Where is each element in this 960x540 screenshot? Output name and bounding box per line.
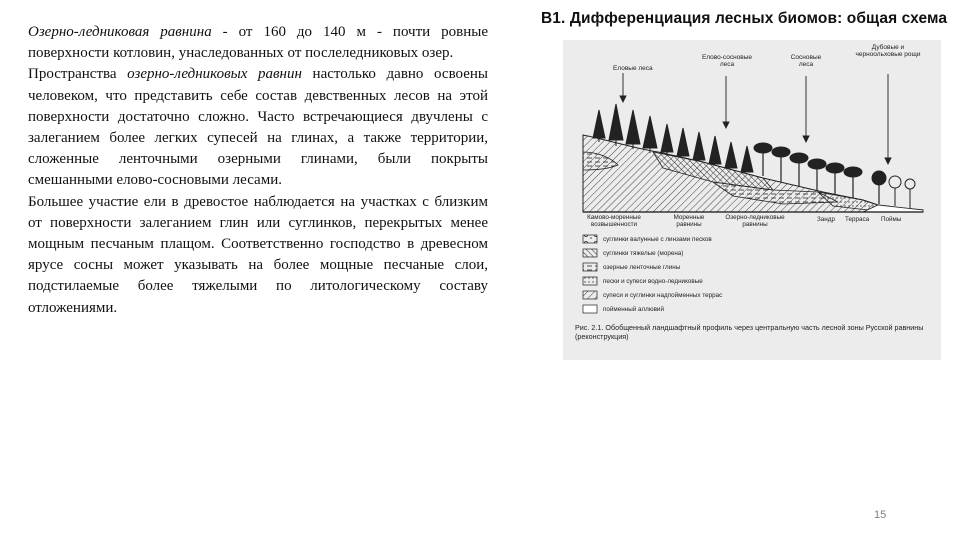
paragraph-3: Большее участие ели в древостое наблюдается на участках с близким от поверхности залеганием глин или суглинков, перекрытых менее мощным песчаным плащом. Соответственно господство в древесном ярусе сосны может указывать на более мощные песчаные слои, подстилаемые более тяжелыми по литологическому составу отложениями. (28, 193, 488, 316)
legend-item-4: пески и супеси водно-ледниковые (603, 278, 703, 285)
paragraph-1 (28, 22, 488, 64)
legend-item-3: озерные ленточные глины (603, 264, 681, 271)
label-lacustrine-plains: Озерно-ледниковые равнины (725, 214, 785, 228)
body-text (28, 22, 488, 319)
landscape-profile-figure (563, 40, 941, 360)
page-number: 15 (874, 509, 887, 521)
paragraph-1-text: - от 160 до 140 м - почти ровные поверхности котловин, унаследованных от послеледниковых озер. (28, 24, 488, 62)
legend-item-1: суглинки валунные с линзами песков (603, 236, 712, 243)
label-pine-forests: Сосновые леса (790, 54, 822, 68)
label-oak-alder-groves: Дубовые и черноольховые рощи (855, 44, 921, 58)
label-moraine-hills: Камово-моренные возвышенности (587, 214, 641, 228)
legend-item-2: суглинки тяжелые (морена) (603, 250, 684, 257)
ground-profile (583, 135, 923, 212)
label-moraine-plains: Моренные равнины (673, 214, 705, 228)
term-lacustrine-plain: Озерно-ледниковая равнина (28, 24, 212, 40)
label-floodplains: Поймы (881, 216, 902, 223)
paragraph-2 (28, 64, 488, 191)
paragraph-2-text: настолько давно освоены человеком, что представить себе состав девственных лесов на этой поверхности достаточно сложно. Часто встречающиеся двучлены с залеганием более легких супесей на глинах, а также территории, сложенные ленточными озерными глинами, были покрыты смешанными елово-сосновыми лесами. (28, 66, 488, 189)
figure-legend (583, 235, 722, 313)
figure-caption: Рис. 2.1. Обобщенный ландшафтный профиль через центральную часть лесной зоны Русской равнины (реконструкция) (575, 323, 924, 341)
label-spruce-forests: Еловые леса (613, 65, 653, 72)
legend-item-6: пойменный аллювий (603, 306, 664, 313)
spruce-pine-label-text: Елово-сосновые леса (701, 54, 753, 68)
label-terrace: Терраса (845, 216, 870, 223)
label-zandr: Зандр (817, 216, 835, 223)
paragraph-2-start: Пространства (28, 66, 128, 83)
slide-title: В1. Дифференциация лесных биомов: общая схема (541, 10, 948, 27)
label-spruce-pine-forests (697, 54, 757, 76)
term-lacustrine-plains: озерно-ледниковых равнин (127, 66, 302, 83)
legend-item-5: супеси и суглинки надпойменных террас (603, 292, 723, 299)
